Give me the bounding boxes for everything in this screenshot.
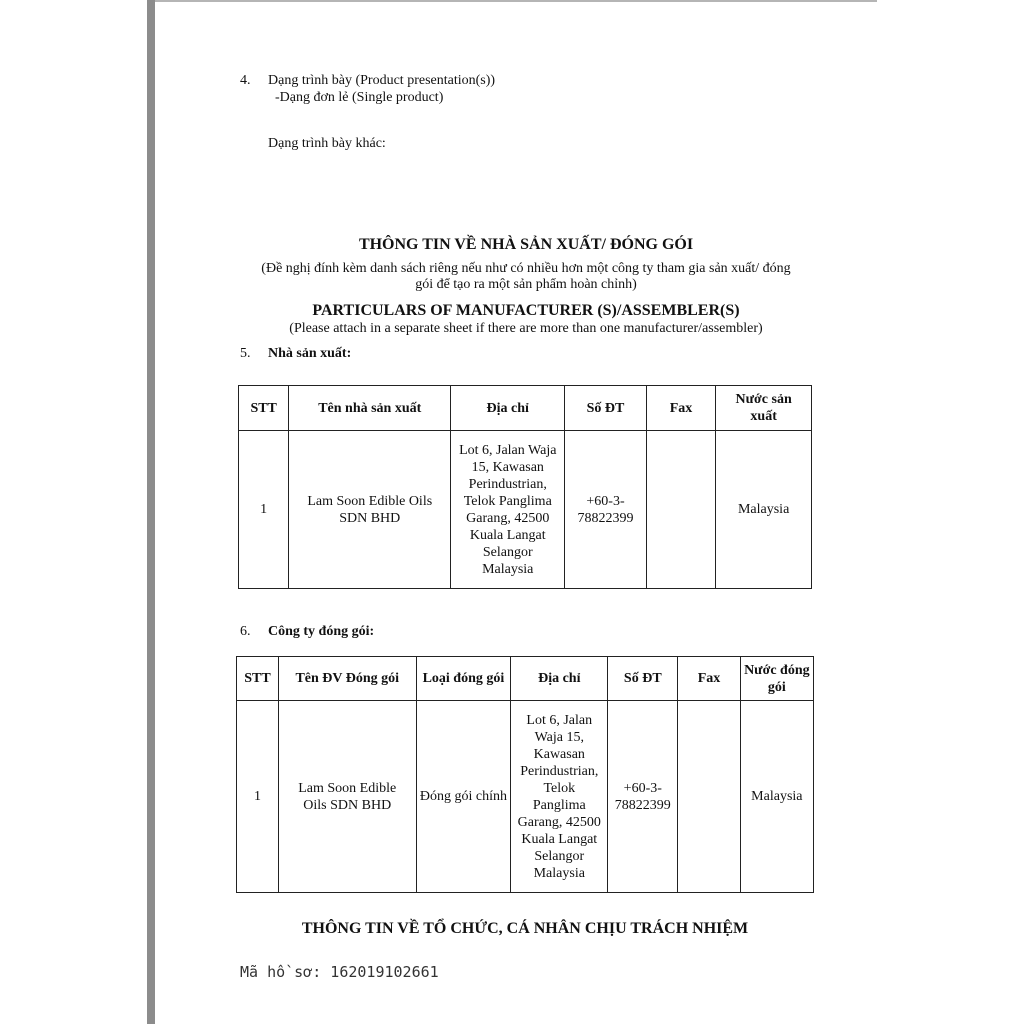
section6-title: Công ty đóng gói: bbox=[268, 624, 375, 639]
col-header-packer-name: Tên ĐV Đóng gói bbox=[278, 657, 416, 701]
cell-name: Lam Soon Edible Oils SDN BHD bbox=[289, 431, 451, 589]
col-header-name: Tên nhà sản xuất bbox=[289, 386, 451, 431]
note-en: (Please attach in a separate sheet if there are more than one manufacturer/assembler) bbox=[289, 321, 763, 336]
cell-country: Malaysia bbox=[716, 431, 812, 589]
cell-phone: +60-3-78822399 bbox=[565, 431, 646, 589]
cell-fax bbox=[678, 701, 740, 893]
col-header-country: Nước đóng gói bbox=[740, 657, 813, 701]
col-header-stt: STT bbox=[237, 657, 279, 701]
note-vi-line1: (Đề nghị đính kèm danh sách riêng nếu như có nhiều hơn một công ty tham gia sản xuất/ đóng bbox=[261, 261, 791, 276]
section4-other-presentation: Dạng trình bày khác: bbox=[268, 136, 386, 151]
heading-manufacturer-vi: THÔNG TIN VỀ NHÀ SẢN XUẤT/ ĐÓNG GÓI bbox=[358, 236, 694, 253]
section4-single-product: -Dạng đơn lẻ (Single product) bbox=[275, 90, 444, 105]
cell-address: Lot 6, Jalan Waja 15, Kawasan Perindustrian, Telok Panglima Garang, 42500 Kuala Langat Selangor Malaysia bbox=[511, 701, 608, 893]
packer-table bbox=[236, 656, 814, 893]
heading-manufacturer-en: PARTICULARS OF MANUFACTURER (S)/ASSEMBLER(S) bbox=[312, 302, 740, 319]
table-row bbox=[239, 431, 812, 589]
section4-title: Dạng trình bày (Product presentation(s)) bbox=[268, 73, 496, 88]
section6-number: 6. bbox=[240, 624, 251, 639]
col-header-fax: Fax bbox=[678, 657, 740, 701]
cell-stt: 1 bbox=[237, 701, 279, 893]
col-header-phone: Số ĐT bbox=[565, 386, 646, 431]
cell-address: Lot 6, Jalan Waja 15, Kawasan Perindustrian, Telok Panglima Garang, 42500 Kuala Langat Selangor Malaysia bbox=[451, 431, 565, 589]
col-header-pack-type: Loại đóng gói bbox=[416, 657, 511, 701]
cell-pack-type: Đóng gói chính bbox=[416, 701, 511, 893]
col-header-address: Địa chỉ bbox=[511, 657, 608, 701]
col-header-address: Địa chỉ bbox=[451, 386, 565, 431]
section4-number: 4. bbox=[240, 73, 251, 88]
cell-stt: 1 bbox=[239, 431, 289, 589]
heading-responsible: THÔNG TIN VỀ TỔ CHỨC, CÁ NHÂN CHỊU TRÁCH NHIỆM bbox=[301, 920, 749, 937]
col-header-country: Nước sản xuất bbox=[716, 386, 812, 431]
section5-number: 5. bbox=[240, 346, 251, 361]
table-header-row bbox=[239, 386, 812, 431]
section5-title: Nhà sản xuất: bbox=[268, 346, 352, 361]
col-header-fax: Fax bbox=[646, 386, 716, 431]
col-header-phone: Số ĐT bbox=[608, 657, 678, 701]
note-vi-line2: gói để tạo ra một sản phẩm hoàn chỉnh) bbox=[415, 277, 637, 292]
document-left-border bbox=[147, 0, 155, 1024]
file-code: Mã hồ sơ: 162019102661 bbox=[240, 963, 439, 981]
manufacturer-table bbox=[238, 385, 812, 589]
cell-country: Malaysia bbox=[740, 701, 813, 893]
cell-phone: +60-3-78822399 bbox=[608, 701, 678, 893]
table-row bbox=[237, 701, 814, 893]
table-header-row bbox=[237, 657, 814, 701]
col-header-stt: STT bbox=[239, 386, 289, 431]
cell-fax bbox=[646, 431, 716, 589]
cell-packer-name: Lam Soon Edible Oils SDN BHD bbox=[278, 701, 416, 893]
document-top-border bbox=[155, 0, 877, 2]
